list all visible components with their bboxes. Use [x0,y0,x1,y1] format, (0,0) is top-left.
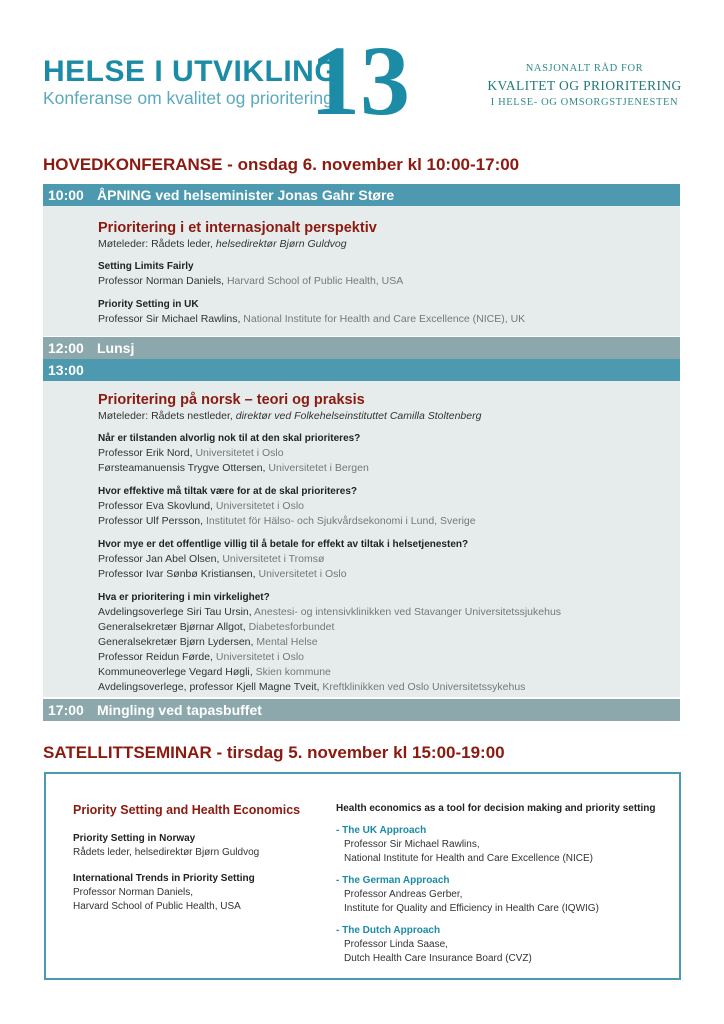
talk-title: Priority Setting in UK [98,299,199,310]
satellite-right-column [336,802,676,966]
council-line-2: KVALITET OG PRIORITERING [487,78,682,93]
satellite-right-heading: Health economics as a tool for decision making and priority setting [336,803,656,814]
satellite-seminar-title: SATELLITTSEMINAR - tirsdag 5. november kl 15:00-19:00 [43,743,505,762]
approach-affiliation: National Institute for Health and Care Excellence (NICE) [344,853,594,864]
satellite-talk-title: Priority Setting in Norway [73,833,196,844]
satellite-talk-affiliation: Harvard School of Public Health, USA [73,901,241,912]
council-line-3: I HELSE- OG OMSORGSTJENESTEN [490,97,679,108]
satellite-seminar-box [44,772,681,980]
bar-label: ÅPNING ved helseminister Jonas Gahr Støre [97,187,395,203]
speaker-line: Professor Erik Nord, Universitetet i Oslo [98,447,284,459]
bar-time: 10:00 [48,187,84,203]
session-2-panel [43,381,680,697]
speaker-line: Avdelingsoverlege Siri Tau Ursin, Anestesi- og intensivklinikken ved Stavanger Universitetssjukehus [98,606,562,618]
approach-affiliation: Institute for Quality and Efficiency in Health Care (IQWIG) [344,903,599,914]
speaker-line: Professor Ivar Sønbø Kristiansen, Universitetet i Oslo [98,568,347,580]
bar-label: Lunsj [97,340,135,356]
satellite-talk-title: International Trends in Priority Setting [73,873,255,884]
session-1-moderator: Møteleder: Rådets leder, helsedirektør Bjørn Guldvog [98,238,347,250]
question-title: Når er tilstanden alvorlig nok til at den skal prioriteres? [98,433,361,444]
bar-time: 13:00 [48,362,84,378]
speaker-line: Generalsekretær Bjørnar Allgot, Diabetesforbundet [98,621,335,633]
speaker-line: Kommuneoverlege Vegard Høgli, Skien kommune [98,666,331,678]
session-2-moderator: Møteleder: Rådets nestleder, direktør ved Folkehelseinstituttet Camilla Stoltenberg [98,410,482,422]
talk-title: Setting Limits Fairly [98,261,194,272]
approach-speaker: Professor Sir Michael Rawlins, [344,839,480,850]
page-header [0,0,724,136]
question-title: Hvor effektive må tiltak være for at de skal prioriteres? [98,486,357,497]
bar-label: Mingling ved tapasbuffet [97,702,262,718]
main-conference-title: HOVEDKONFERANSE - onsdag 6. november kl 10:00-17:00 [43,155,520,174]
approach-affiliation: Dutch Health Care Insurance Board (CVZ) [344,953,532,964]
approach-title: - The UK Approach [336,825,427,836]
agenda-bar-afternoon [43,359,680,381]
logo-number: 13 [310,25,410,136]
talk-speaker: Professor Sir Michael Rawlins, National Institute for Health and Care Excellence (NICE), UK [98,313,526,325]
speaker-line: Professor Jan Abel Olsen, Universitetet i Tromsø [98,553,325,565]
agenda-bar-opening [43,184,680,206]
question-title: Hva er prioritering i min virkelighet? [98,592,270,603]
session-1-panel [43,206,680,336]
session-1-title: Prioritering i et internasjonalt perspektiv [98,220,377,236]
satellite-talk-speaker: Rådets leder, helsedirektør Bjørn Guldvog [73,847,260,858]
talk-speaker: Professor Norman Daniels, Harvard School of Public Health, USA [98,275,404,287]
approach-speaker: Professor Linda Saase, [344,939,448,950]
approach-title: - The Dutch Approach [336,925,441,936]
council-line-1: NASJONALT RÅD FOR [525,63,644,74]
speaker-line: Professor Ulf Persson, Institutet för Hälso- och Sjukvårdsekonomi i Lund, Sverige [98,515,476,527]
approach-speaker: Professor Andreas Gerber, [344,889,463,900]
session-2-title: Prioritering på norsk – teori og praksis [98,392,365,408]
speaker-line: Avdelingsoverlege, professor Kjell Magne Tveit, Kreftklinikken ved Oslo Universitetssykehus [98,681,526,693]
satellite-left-column [73,802,323,914]
agenda-bar-lunch [43,337,680,359]
satellite-session-title: Priority Setting and Health Economics [73,803,301,817]
agenda-bar-mingling [43,699,680,721]
logo-title: HELSE I UTVIKLING [43,55,339,88]
council-logo [482,60,687,111]
speaker-line: Professor Eva Skovlund, Universitetet i Oslo [98,500,305,512]
logo-subtitle: Konferanse om kvalitet og prioritering [43,88,333,108]
bar-time: 17:00 [48,702,84,718]
speaker-line: Professor Reidun Førde, Universitetet i Oslo [98,651,304,663]
bar-time: 12:00 [48,340,84,356]
speaker-line: Generalsekretær Bjørn Lydersen, Mental Helse [98,636,318,648]
logo-number-13-mark [308,18,410,136]
satellite-talk-speaker: Professor Norman Daniels, [73,887,194,898]
approach-title: - The German Approach [336,875,450,886]
question-title: Hvor mye er det offentlige villig til å betale for effekt av tiltak i helsetjenesten? [98,539,469,550]
speaker-line: Førsteamanuensis Trygve Ottersen, Universitetet i Bergen [98,462,369,474]
